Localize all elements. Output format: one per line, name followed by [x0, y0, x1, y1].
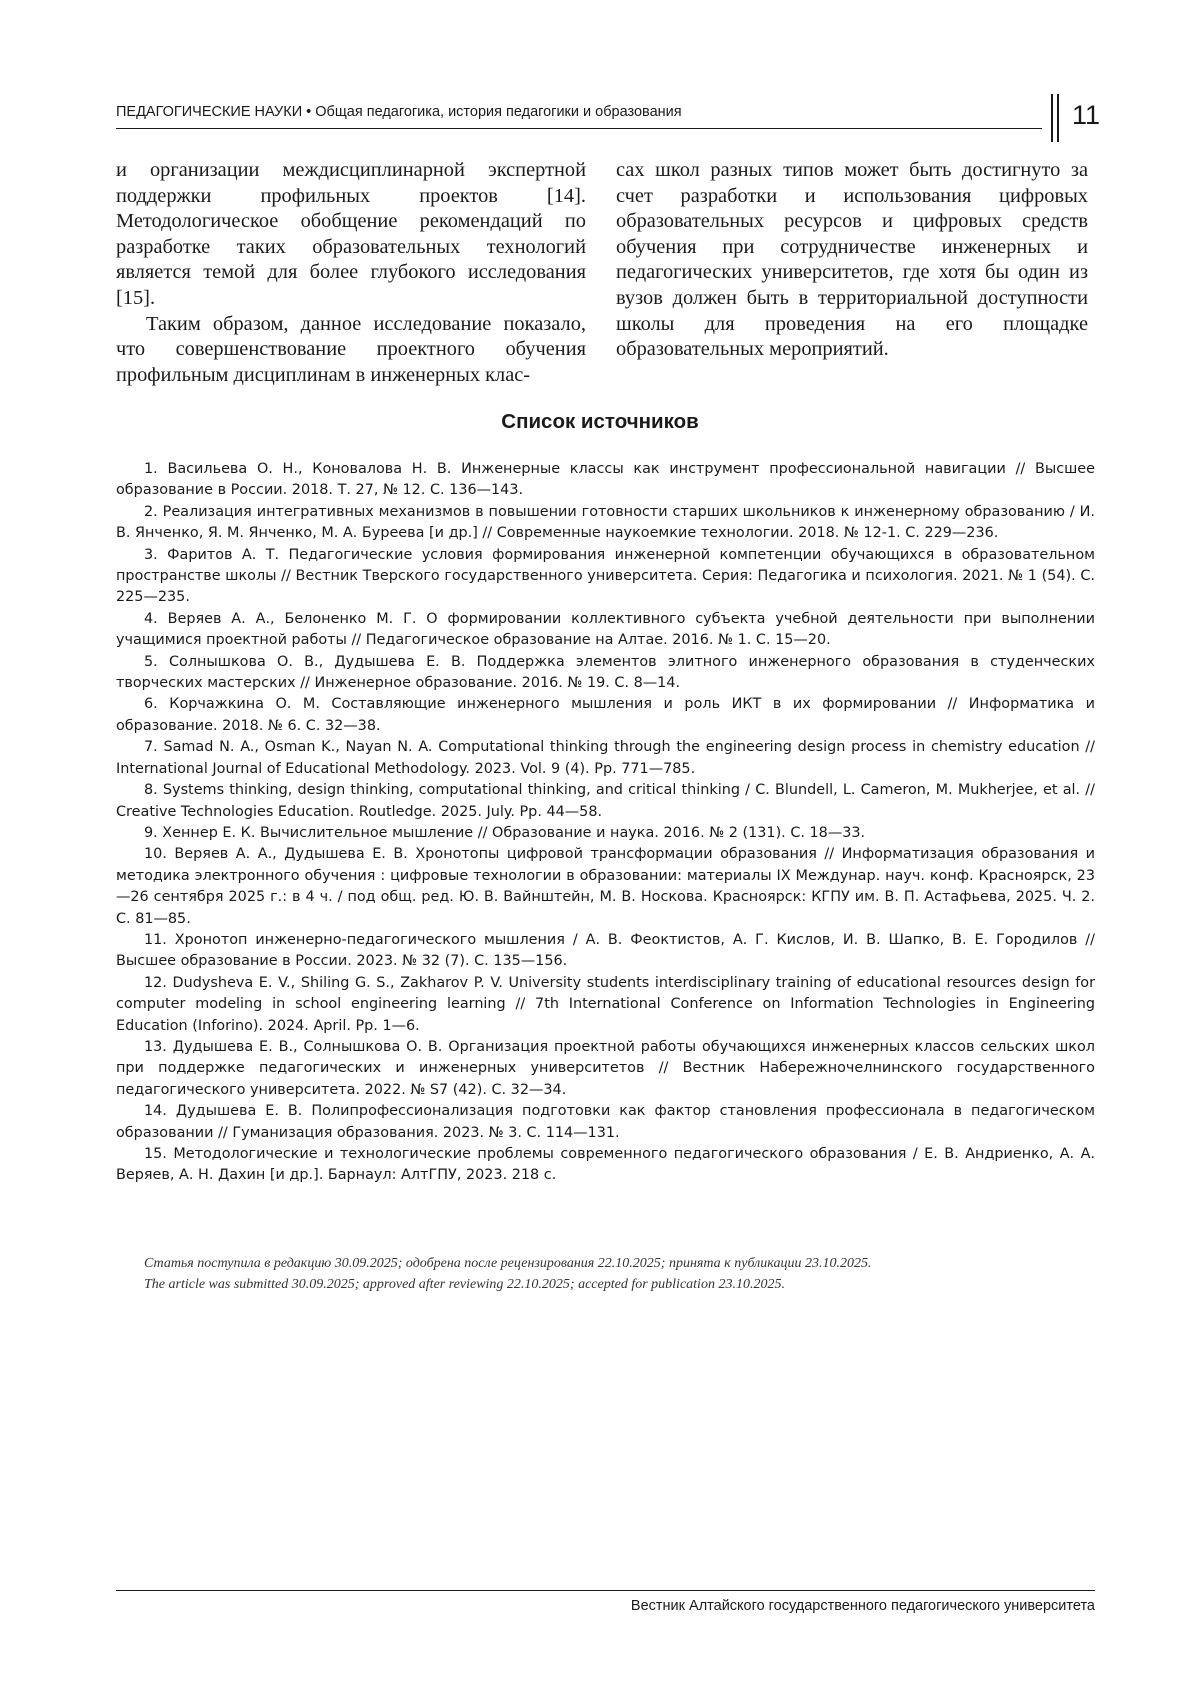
footer-rule — [116, 1590, 1095, 1591]
reference-item: 8. Systems thinking, design thinking, computational thinking, and critical thinking / C. Blundell, L. Cameron, M. Mukherjee, et al. // Creative Technologies Education. Routledge. 2025. July. Pp. 44—58. — [116, 782, 1095, 820]
submission-note-en: The article was submitted 30.09.2025; approved after reviewing 22.10.2025; accepted for publication 23.10.2025. — [144, 1277, 785, 1292]
header-rule — [116, 128, 1042, 129]
reference-item: 10. Веряев А. А., Дудышева Е. В. Хронотопы цифровой трансформации образования // Информатизация образования и методика электронного обучения : цифровые технологии в образовании: материалы IX Междунар. науч. конф. Красноярск, 23—26 сентября 2025 г.: в 4 ч. / под общ. ред. Ю. В. Вайнштейн, М. В. Носкова. Красноярск: КГПУ им. В. П. Астафьева, 2025. Ч. 2. С. 81—85. — [116, 846, 1095, 927]
header-separator: • — [306, 104, 312, 120]
body-column-left — [116, 158, 586, 388]
body-paragraph: и организации междисциплинарной экспертной поддержки профильных проектов [14]. Методологическое обобщение рекомендаций по разработке таких образовательных технологий является темой для более глубокого исследования [15]. — [116, 159, 586, 309]
reference-item: 15. Методологические и технологические проблемы современного педагогического образования / Е. В. Андриенко, А. А. Веряев, А. Н. Дахин [и др.]. Барнаул: АлтГПУ, 2023. 218 с. — [116, 1146, 1095, 1184]
reference-item: 6. Корчажкина О. М. Составляющие инженерного мышления и роль ИКТ в их формировании // Информатика и образование. 2018. № 6. С. 32—38. — [116, 696, 1095, 734]
header-title — [116, 104, 682, 120]
footer-journal-title: Вестник Алтайского государственного педагогического университета — [630, 1598, 1095, 1614]
reference-item: 11. Хронотоп инженерно-педагогического мышления / А. В. Феоктистов, А. Г. Кислов, И. В. Шапко, В. Е. Городилов // Высшее образование в России. 2023. № 32 (7). С. 135—156. — [116, 931, 1095, 970]
body-paragraph: Таким образом, данное исследование показало, что совершенствование проектного обучения профильным дисциплинам в инженерных клас- — [116, 312, 586, 386]
body-paragraph: сах школ разных типов может быть достигнуто за счет разработки и использования цифровых образовательных ресурсов и цифровых средств обучения при сотрудничестве инженерных и педагогических университетов, где хотя бы один из вузов должен быть в территориальной доступности школы для проведения на его площадке образовательных мероприятий. — [616, 159, 1088, 361]
reference-item: 3. Фаритов А. Т. Педагогические условия формирования инженерной компетенции обучающихся в образовательном пространстве школы // Вестник Тверского государственного университета. Серия: Педагогика и психология. 2021. № 1 (54). С. 225—235. — [116, 546, 1095, 606]
header-subtitle: Общая педагогика, история педагогики и образования — [315, 104, 682, 120]
submission-note-ru: Статья поступила в редакцию 30.09.2025; одобрена после рецензирования 22.10.2025; принята к публикации 23.10.2025. — [144, 1256, 872, 1271]
reference-item: 14. Дудышева Е. В. Полипрофессионализация подготовки как фактор становления профессионала в педагогическом образовании // Гуманизация образования. 2023. № 3. С. 114—131. — [116, 1103, 1095, 1141]
reference-item: 13. Дудышева Е. В., Солнышкова О. В. Организация проектной работы обучающихся инженерных классов сельских школ при поддержке педагогических и инженерных университетов // Вестник Набережночелнинского государственного педагогического университета. 2022. № S7 (42). С. 32—34. — [116, 1038, 1095, 1098]
page-number-bar — [1051, 94, 1053, 142]
reference-item: 5. Солнышкова О. В., Дудышева Е. В. Поддержка элементов элитного инженерного образования в студенческих творческих мастерских // Инженерное образование. 2016. № 19. С. 8—14. — [116, 653, 1095, 692]
page-number: 11 — [1072, 100, 1101, 130]
reference-item: 1. Васильева О. Н., Коновалова Н. В. Инженерные классы как инструмент профессиональной навигации // Высшее образование в России. 2018. Т. 27, № 12. С. 136—143. — [116, 461, 1095, 499]
page-number-bar — [1057, 94, 1059, 142]
reference-item: 7. Samad N. A., Osman K., Nayan N. A. Computational thinking through the engineering design process in chemistry education // International Journal of Educational Methodology. 2023. Vol. 9 (4). Pp. 771—785. — [116, 739, 1095, 777]
reference-list — [116, 459, 1095, 1187]
body-column-right — [616, 158, 1088, 363]
references-heading: Список источников — [501, 410, 699, 433]
header-section: ПЕДАГОГИЧЕСКИЕ НАУКИ — [116, 104, 303, 120]
reference-item: 4. Веряев А. А., Белоненко М. Г. О формировании коллективного субъекта учебной деятельности при выполнении учащимися проектной работы // Педагогическое образование на Алтае. 2016. № 1. С. 15—20. — [116, 610, 1095, 649]
reference-item: 12. Dudysheva E. V., Shiling G. S., Zakharov P. V. University students interdisciplinary training of educational resources design for computer modeling in school engineering learning // 7th International Conference on Information Technologies in Engineering Education (Inforino). 2024. April. Pp. 1—6. — [116, 974, 1095, 1034]
submission-notes — [144, 1253, 871, 1295]
reference-item: 9. Хеннер Е. К. Вычислительное мышление // Образование и наука. 2016. № 2 (131). С. 18—33. — [144, 824, 866, 841]
reference-item: 2. Реализация интегративных механизмов в повышении готовности старших школьников к инженерному образованию / И. В. Янченко, Я. М. Янченко, М. А. Буреева [и др.] // Современные наукоемкие технологии. 2018. № 12-1. С. 229—236. — [116, 503, 1095, 542]
running-header — [116, 94, 1101, 134]
